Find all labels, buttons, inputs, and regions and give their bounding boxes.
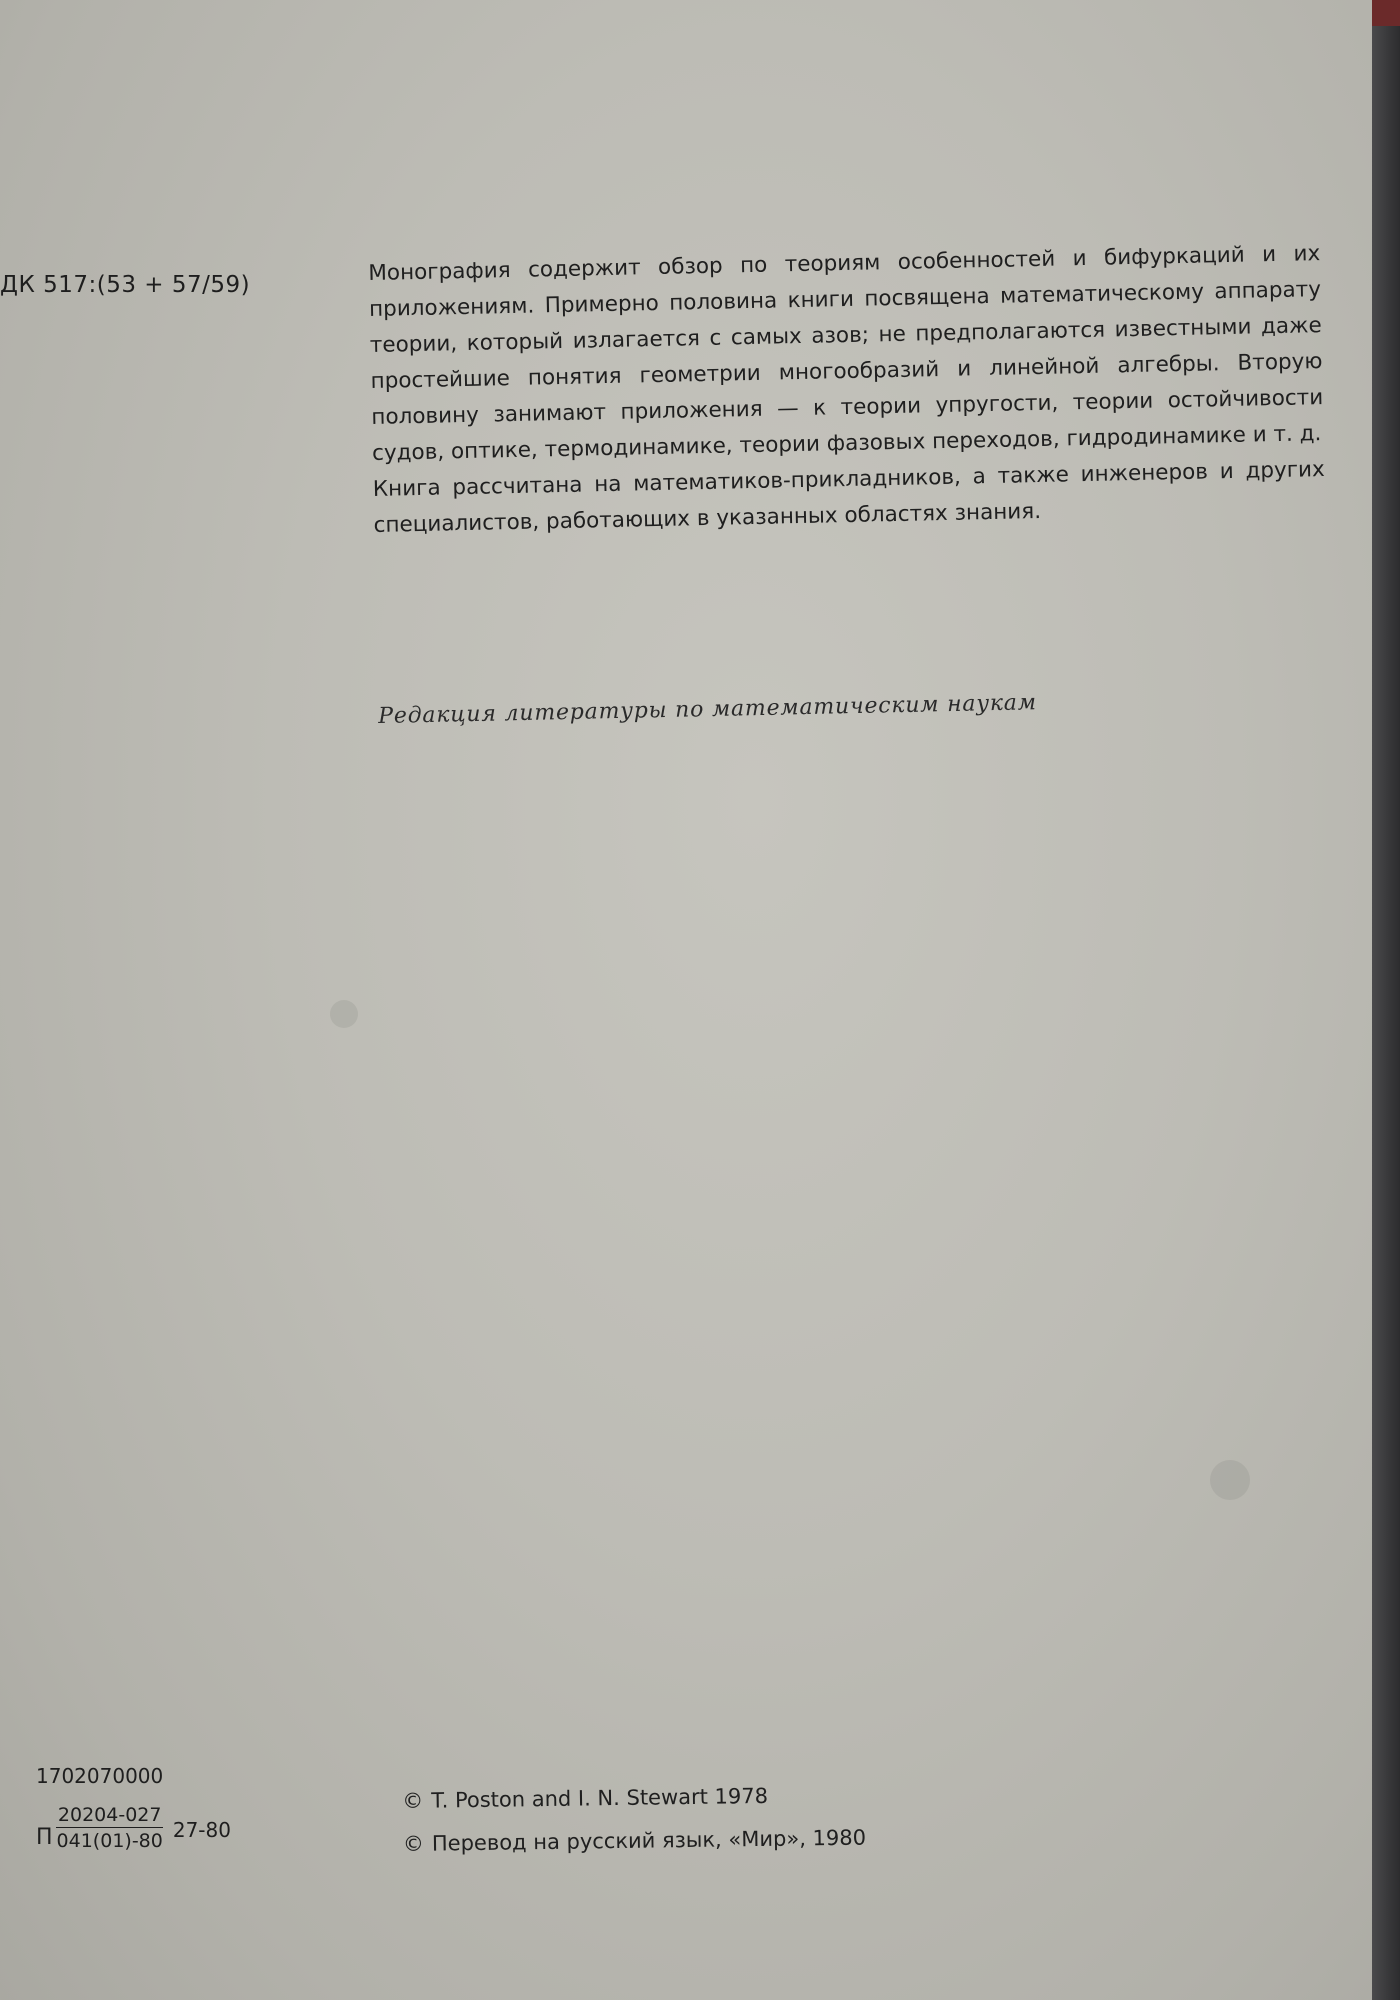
index-fraction [55,1804,165,1852]
paper-stain [330,1000,358,1028]
abstract-text [368,236,1326,544]
publication-code: 1702070000 [36,1764,164,1788]
publication-index [36,1804,231,1852]
copyright-icon: © [402,1831,425,1856]
copyright-block [402,1774,866,1866]
copyright-icon: © [402,1788,424,1813]
editorial-office-line: Редакция литературы по математическим наукам [378,690,1038,729]
index-letter: П [36,1824,53,1850]
abstract-paragraph-1: Монография содержит обзор по теориям особенностей и бифуркаций и их приложениям. Примерно половина книги посвящена математическому аппарату теории, который излагается с самых азов; не предполагаются известными даже простейшие понятия геометрии многообразий и линейной алгебры. Вторую половину занимают приложения — к теории упругости, теории остойчивости судов, оптике, термодинамике, теории фазовых переходов, гидродинамике и т. д. [368,241,1324,466]
copyright-translation-text: Перевод на русский язык, «Мир», 1980 [431,1825,867,1856]
paper-stain [1210,1460,1250,1500]
copyright-original-text: T. Poston and I. N. Stewart 1978 [431,1783,769,1813]
copyright-line-original [402,1774,866,1823]
udk-classification: ДК 517:(53 + 57/59) [0,272,251,298]
fraction-denominator: 041(01)-80 [56,1830,163,1852]
book-spine-edge [1372,0,1400,2000]
index-suffix: 27-80 [172,1818,231,1842]
abstract-paragraph-2: Книга рассчитана на математиков-прикладников, а также инженеров и других специалистов, работающих в указанных областях знания. [372,457,1325,538]
fraction-numerator: 20204-027 [57,1804,162,1826]
book-cover-corner [1372,0,1400,26]
copyright-line-translation [403,1817,867,1866]
